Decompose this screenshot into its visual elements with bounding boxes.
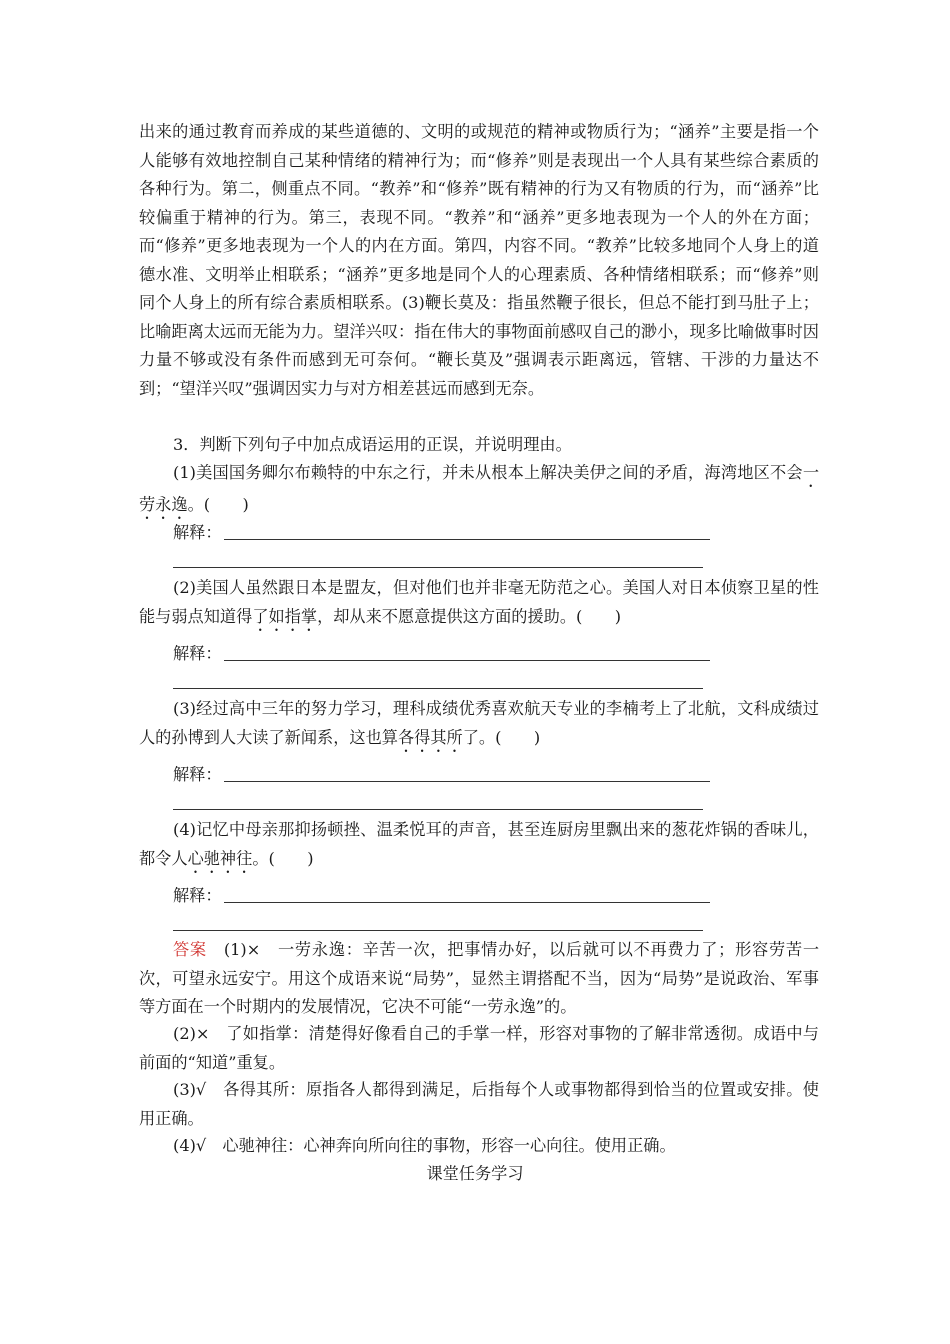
answer-line[interactable] bbox=[224, 539, 710, 540]
answer-line[interactable] bbox=[224, 781, 710, 782]
question-text: (2)美国人虽然跟日本是盟友，但对他们也并非毫无防范之心。美国人对日本侦察卫星的性能与弱点知道得 bbox=[139, 578, 819, 626]
explain-label: 解释： bbox=[173, 523, 222, 542]
intro-paragraph: 出来的通过教育而养成的某些道德的、文明的或规范的精神或物质行为；“涵养”主要是指一个人能够有效地控制自己某种情绪的精神行为；而“修养”则是表现出一个人具有某些综合素质的各种行为。第二，侧重点不同。“教养”和“修养”既有精神的行为又有物质的行为，而“涵养”比较偏重于精神的行为。第三，表现不同。“教养”和“涵养”更多地表现为一个人的外在方面；而“修养”更多地表现为一个人的内在方面。第四，内容不同。“教养”比较多地同个人身上的道德水准、文明举止相联系；“涵养”更多地是同个人的心理素质、各种情绪相联系；而“修养”则同个人身上的所有综合素质相联系。(3)鞭长莫及：指虽然鞭子很长，但总不能打到马肚子上；比喻距离太远而无能为力。望洋兴叹：指在伟大的事物面前感叹自己的渺小，现多比喻做事时因力量不够或没有条件而感到无可奈何。“鞭长莫及”强调表示距离远，管辖、干涉的力量达不到；“望洋兴叹”强调因实力与对方相差甚远而感到无奈。 bbox=[139, 122, 819, 398]
answer-line[interactable] bbox=[173, 809, 703, 810]
question-text: (3)经过高中三年的努力学习，理科成绩优秀喜欢航天专业的李楠考上了北航，文科成绩过人的孙博到人大读了新闻系，这也算 bbox=[139, 699, 819, 747]
section-heading: 课堂任务学习 bbox=[426, 1164, 524, 1183]
dotted-idiom: 一劳永逸 bbox=[139, 463, 819, 514]
answer-line[interactable] bbox=[224, 660, 710, 661]
question-3-title: 3．判断下列句子中加点成语运用的正误，并说明理由。 bbox=[173, 435, 572, 454]
question-text: (1)美国国务卿尔布赖特的中东之行，并未从根本上解决美伊之间的矛盾，海湾地区不会 bbox=[173, 463, 803, 482]
question-tail: 。( ) bbox=[187, 495, 249, 514]
question-tail: 。( ) bbox=[252, 848, 314, 868]
answer-3: (3)√ 各得其所：原指各人都得到满足，后指每个人或事物都得到恰当的位置或安排。使用正确。 bbox=[139, 1080, 819, 1128]
question-2 bbox=[139, 574, 819, 635]
explain-label: 解释： bbox=[173, 765, 222, 784]
answer-line[interactable] bbox=[173, 567, 703, 568]
explain-label: 解释： bbox=[173, 886, 222, 905]
answer-1 bbox=[139, 936, 819, 1022]
question-text: (4)记忆中母亲那抑扬顿挫、温柔悦耳的声音，甚至连厨房里飘出来的葱花炸锅的香味儿，都令人 bbox=[139, 820, 819, 868]
answer-label: 答案 bbox=[173, 940, 207, 959]
question-4 bbox=[139, 816, 819, 877]
answer-text: (1)× 一劳永逸：辛苦一次，把事情办好，以后就可以不再费力了；形容劳苦一次，可望永远安宁。用这个成语来说“局势”，显然主谓搭配不当，因为“局势”是说政治、军事等方面在一个时期内的发展情况，它决不可能“一劳永逸”的。 bbox=[139, 940, 820, 1016]
dotted-idiom: 心驰神往 bbox=[187, 848, 253, 868]
answer-line[interactable] bbox=[224, 902, 710, 903]
question-1 bbox=[139, 459, 819, 523]
question-3 bbox=[139, 695, 819, 756]
answer-4: (4)√ 心驰神往：心神奔向所向往的事物，形容一心向往。使用正确。 bbox=[173, 1136, 676, 1155]
question-tail: 了。( ) bbox=[462, 727, 541, 747]
answer-2: (2)× 了如指掌：清楚得好像看自己的手掌一样，形容对事物的了解非常透彻。成语中与前面的“知道”重复。 bbox=[139, 1024, 819, 1072]
question-tail: ，却从来不愿意提供这方面的援助。( ) bbox=[317, 606, 622, 626]
answer-line[interactable] bbox=[173, 688, 703, 689]
dotted-idiom: 了如指掌 bbox=[252, 606, 318, 626]
explain-label: 解释： bbox=[173, 644, 222, 663]
dotted-idiom: 各得其所 bbox=[398, 727, 463, 747]
answer-line[interactable] bbox=[173, 930, 703, 931]
